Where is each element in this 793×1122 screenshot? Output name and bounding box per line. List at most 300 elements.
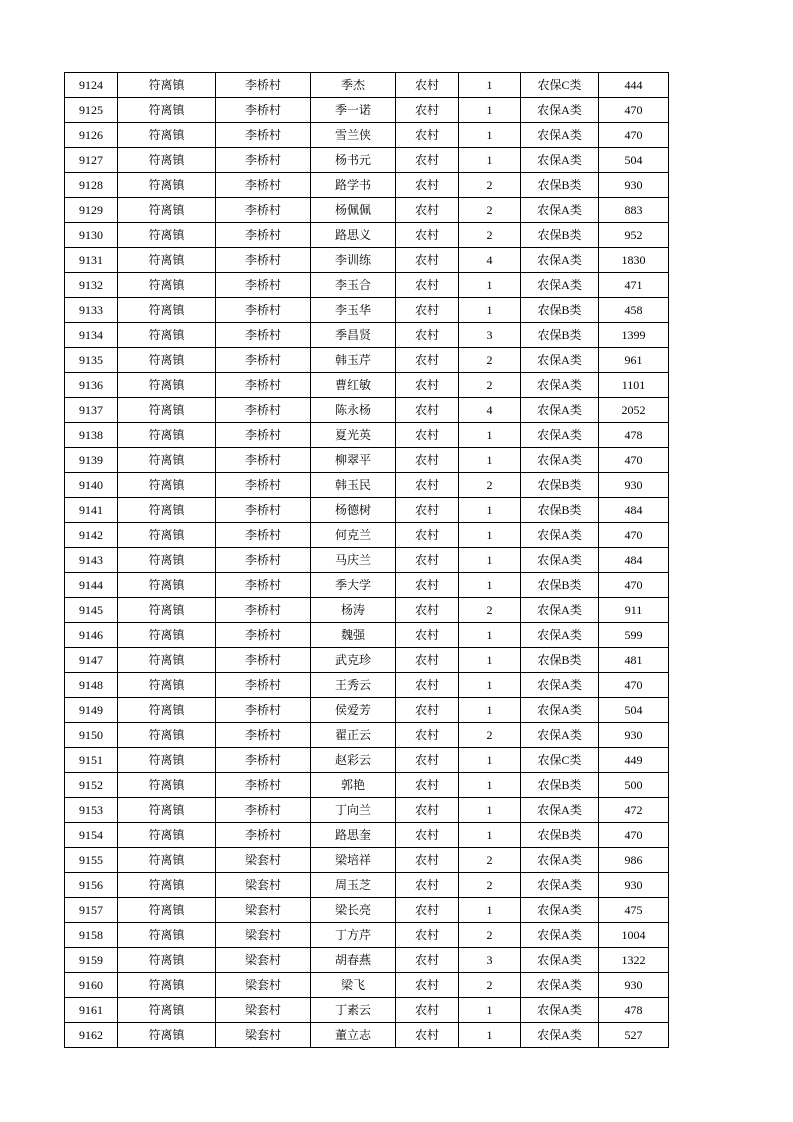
table-cell-village: 李桥村 [216, 798, 311, 823]
table-cell-village: 李桥村 [216, 648, 311, 673]
table-cell-residence_type: 农村 [396, 623, 459, 648]
table-cell-amount: 500 [599, 773, 669, 798]
table-cell-village: 李桥村 [216, 373, 311, 398]
table-cell-residence_type: 农村 [396, 798, 459, 823]
table-cell-id: 9135 [65, 348, 118, 373]
table-cell-residence_type: 农村 [396, 723, 459, 748]
table-cell-residence_type: 农村 [396, 298, 459, 323]
table-cell-residence_type: 农村 [396, 948, 459, 973]
table-cell-insurance_category: 农保A类 [521, 398, 599, 423]
table-cell-amount: 930 [599, 973, 669, 998]
table-cell-id: 9126 [65, 123, 118, 148]
table-row [65, 548, 669, 573]
table-cell-person_count: 1 [459, 423, 521, 448]
table-cell-name: 杨德树 [311, 498, 396, 523]
table-cell-person_count: 1 [459, 1023, 521, 1048]
table-cell-village: 李桥村 [216, 698, 311, 723]
table-cell-village: 李桥村 [216, 223, 311, 248]
table-cell-person_count: 2 [459, 848, 521, 873]
table-cell-name: 曹红敏 [311, 373, 396, 398]
table-cell-amount: 527 [599, 1023, 669, 1048]
table-cell-person_count: 2 [459, 873, 521, 898]
table-cell-village: 梁套村 [216, 973, 311, 998]
table-cell-name: 柳翠平 [311, 448, 396, 473]
table-row [65, 973, 669, 998]
table-cell-name: 李玉合 [311, 273, 396, 298]
table-cell-insurance_category: 农保A类 [521, 98, 599, 123]
table-row [65, 273, 669, 298]
table-cell-amount: 930 [599, 173, 669, 198]
table-cell-id: 9148 [65, 673, 118, 698]
table-cell-residence_type: 农村 [396, 773, 459, 798]
table-cell-village: 李桥村 [216, 473, 311, 498]
table-cell-id: 9156 [65, 873, 118, 898]
table-cell-village: 李桥村 [216, 398, 311, 423]
table-cell-village: 梁套村 [216, 923, 311, 948]
table-row [65, 573, 669, 598]
table-cell-amount: 1830 [599, 248, 669, 273]
table-row [65, 498, 669, 523]
table-cell-residence_type: 农村 [396, 398, 459, 423]
table-cell-residence_type: 农村 [396, 148, 459, 173]
table-cell-amount: 911 [599, 598, 669, 623]
table-cell-id: 9158 [65, 923, 118, 948]
table-cell-village: 李桥村 [216, 498, 311, 523]
table-cell-id: 9144 [65, 573, 118, 598]
table-cell-village: 梁套村 [216, 998, 311, 1023]
table-cell-id: 9150 [65, 723, 118, 748]
table-row [65, 598, 669, 623]
table-cell-insurance_category: 农保C类 [521, 748, 599, 773]
table-cell-residence_type: 农村 [396, 748, 459, 773]
table-cell-id: 9132 [65, 273, 118, 298]
table-cell-name: 马庆兰 [311, 548, 396, 573]
table-cell-residence_type: 农村 [396, 373, 459, 398]
table-cell-id: 9145 [65, 598, 118, 623]
table-cell-town: 符离镇 [118, 123, 216, 148]
table-cell-id: 9147 [65, 648, 118, 673]
table-cell-name: 梁长亮 [311, 898, 396, 923]
table-cell-town: 符离镇 [118, 1023, 216, 1048]
table-cell-town: 符离镇 [118, 298, 216, 323]
table-cell-village: 梁套村 [216, 1023, 311, 1048]
table-cell-village: 李桥村 [216, 548, 311, 573]
table-cell-insurance_category: 农保A类 [521, 923, 599, 948]
table-cell-amount: 504 [599, 698, 669, 723]
table-cell-person_count: 1 [459, 298, 521, 323]
table-cell-id: 9125 [65, 98, 118, 123]
table-cell-insurance_category: 农保A类 [521, 248, 599, 273]
table-cell-village: 李桥村 [216, 123, 311, 148]
table-cell-village: 梁套村 [216, 848, 311, 873]
table-cell-insurance_category: 农保B类 [521, 323, 599, 348]
table-cell-id: 9142 [65, 523, 118, 548]
table-cell-insurance_category: 农保A类 [521, 673, 599, 698]
table-cell-id: 9160 [65, 973, 118, 998]
table-row [65, 798, 669, 823]
table-cell-insurance_category: 农保A类 [521, 548, 599, 573]
table-cell-person_count: 4 [459, 248, 521, 273]
table-cell-amount: 475 [599, 898, 669, 923]
table-cell-amount: 883 [599, 198, 669, 223]
table-cell-id: 9149 [65, 698, 118, 723]
table-cell-residence_type: 农村 [396, 823, 459, 848]
table-row [65, 173, 669, 198]
table-cell-town: 符离镇 [118, 598, 216, 623]
table-cell-name: 路思义 [311, 223, 396, 248]
table-cell-person_count: 1 [459, 98, 521, 123]
table-row [65, 448, 669, 473]
table-cell-town: 符离镇 [118, 173, 216, 198]
table-cell-insurance_category: 农保A类 [521, 798, 599, 823]
table-cell-town: 符离镇 [118, 198, 216, 223]
table-cell-town: 符离镇 [118, 648, 216, 673]
table-cell-residence_type: 农村 [396, 873, 459, 898]
table-cell-name: 季大学 [311, 573, 396, 598]
table-cell-amount: 470 [599, 573, 669, 598]
table-cell-residence_type: 农村 [396, 698, 459, 723]
table-cell-person_count: 1 [459, 623, 521, 648]
table-row [65, 473, 669, 498]
table-cell-residence_type: 农村 [396, 923, 459, 948]
table-cell-name: 梁培祥 [311, 848, 396, 873]
table-cell-insurance_category: 农保A类 [521, 848, 599, 873]
table-cell-amount: 1399 [599, 323, 669, 348]
table-cell-name: 季昌贤 [311, 323, 396, 348]
table-cell-amount: 952 [599, 223, 669, 248]
table-cell-town: 符离镇 [118, 923, 216, 948]
table-cell-town: 符离镇 [118, 848, 216, 873]
table-cell-name: 雪兰侠 [311, 123, 396, 148]
table-row [65, 398, 669, 423]
table-row [65, 323, 669, 348]
table-cell-name: 丁向兰 [311, 798, 396, 823]
table-cell-insurance_category: 农保A类 [521, 698, 599, 723]
table-cell-insurance_category: 农保A类 [521, 1023, 599, 1048]
table-cell-person_count: 1 [459, 273, 521, 298]
table-cell-person_count: 1 [459, 998, 521, 1023]
table-cell-insurance_category: 农保B类 [521, 298, 599, 323]
table-cell-id: 9161 [65, 998, 118, 1023]
table-cell-amount: 599 [599, 623, 669, 648]
table-cell-person_count: 1 [459, 548, 521, 573]
table-cell-town: 符离镇 [118, 98, 216, 123]
table-cell-residence_type: 农村 [396, 473, 459, 498]
table-cell-name: 季一诺 [311, 98, 396, 123]
table-cell-id: 9134 [65, 323, 118, 348]
table-cell-residence_type: 农村 [396, 573, 459, 598]
table-row [65, 873, 669, 898]
table-cell-person_count: 1 [459, 698, 521, 723]
table-cell-id: 9157 [65, 898, 118, 923]
table-cell-amount: 444 [599, 73, 669, 98]
table-cell-amount: 930 [599, 873, 669, 898]
table-cell-insurance_category: 农保B类 [521, 473, 599, 498]
table-cell-name: 赵彩云 [311, 748, 396, 773]
table-cell-town: 符离镇 [118, 798, 216, 823]
table-cell-amount: 470 [599, 448, 669, 473]
table-cell-insurance_category: 农保A类 [521, 998, 599, 1023]
table-cell-insurance_category: 农保A类 [521, 973, 599, 998]
table-cell-residence_type: 农村 [396, 423, 459, 448]
table-cell-name: 李训练 [311, 248, 396, 273]
table-cell-village: 李桥村 [216, 273, 311, 298]
table-cell-insurance_category: 农保A类 [521, 348, 599, 373]
table-cell-name: 王秀云 [311, 673, 396, 698]
table-cell-village: 李桥村 [216, 623, 311, 648]
table-cell-amount: 484 [599, 548, 669, 573]
table-cell-person_count: 1 [459, 798, 521, 823]
table-cell-insurance_category: 农保A类 [521, 373, 599, 398]
table-body [65, 73, 669, 1048]
table-cell-id: 9130 [65, 223, 118, 248]
table-cell-person_count: 1 [459, 823, 521, 848]
table-cell-amount: 504 [599, 148, 669, 173]
table-cell-id: 9152 [65, 773, 118, 798]
table-row [65, 698, 669, 723]
table-cell-name: 路学书 [311, 173, 396, 198]
table-cell-village: 李桥村 [216, 73, 311, 98]
table-cell-town: 符离镇 [118, 723, 216, 748]
table-cell-residence_type: 农村 [396, 73, 459, 98]
table-row [65, 723, 669, 748]
table-row [65, 198, 669, 223]
table-cell-amount: 471 [599, 273, 669, 298]
table-row [65, 923, 669, 948]
table-cell-village: 梁套村 [216, 948, 311, 973]
table-cell-person_count: 3 [459, 323, 521, 348]
table-row [65, 123, 669, 148]
table-cell-amount: 986 [599, 848, 669, 873]
table-cell-residence_type: 农村 [396, 273, 459, 298]
table-cell-town: 符离镇 [118, 523, 216, 548]
table-cell-town: 符离镇 [118, 698, 216, 723]
table-cell-town: 符离镇 [118, 248, 216, 273]
table-cell-residence_type: 农村 [396, 448, 459, 473]
table-cell-residence_type: 农村 [396, 248, 459, 273]
table-cell-id: 9159 [65, 948, 118, 973]
table-cell-town: 符离镇 [118, 998, 216, 1023]
table-cell-residence_type: 农村 [396, 223, 459, 248]
table-cell-amount: 1101 [599, 373, 669, 398]
table-cell-amount: 478 [599, 423, 669, 448]
table-cell-insurance_category: 农保A类 [521, 148, 599, 173]
table-cell-id: 9153 [65, 798, 118, 823]
table-cell-id: 9155 [65, 848, 118, 873]
table-cell-person_count: 1 [459, 498, 521, 523]
table-cell-person_count: 1 [459, 773, 521, 798]
table-cell-town: 符离镇 [118, 973, 216, 998]
table-row [65, 223, 669, 248]
table-cell-village: 李桥村 [216, 248, 311, 273]
table-cell-person_count: 2 [459, 923, 521, 948]
table-cell-person_count: 1 [459, 148, 521, 173]
table-cell-person_count: 2 [459, 473, 521, 498]
table-cell-amount: 1322 [599, 948, 669, 973]
table-cell-name: 胡春燕 [311, 948, 396, 973]
table-cell-person_count: 2 [459, 173, 521, 198]
table-cell-insurance_category: 农保B类 [521, 648, 599, 673]
table-row [65, 148, 669, 173]
table-row [65, 948, 669, 973]
table-cell-village: 李桥村 [216, 148, 311, 173]
table-cell-amount: 961 [599, 348, 669, 373]
table-cell-amount: 470 [599, 823, 669, 848]
table-cell-insurance_category: 农保A类 [521, 948, 599, 973]
table-cell-insurance_category: 农保B类 [521, 573, 599, 598]
table-cell-amount: 1004 [599, 923, 669, 948]
table-cell-residence_type: 农村 [396, 98, 459, 123]
table-cell-person_count: 2 [459, 198, 521, 223]
table-cell-town: 符离镇 [118, 73, 216, 98]
table-cell-person_count: 2 [459, 348, 521, 373]
table-row [65, 423, 669, 448]
table-cell-insurance_category: 农保A类 [521, 873, 599, 898]
table-cell-insurance_category: 农保A类 [521, 448, 599, 473]
table-row [65, 998, 669, 1023]
beneficiary-table [64, 72, 669, 1048]
table-cell-insurance_category: 农保B类 [521, 223, 599, 248]
table-cell-id: 9128 [65, 173, 118, 198]
table-cell-person_count: 1 [459, 648, 521, 673]
table-cell-amount: 930 [599, 723, 669, 748]
table-cell-village: 李桥村 [216, 773, 311, 798]
table-cell-amount: 481 [599, 648, 669, 673]
table-cell-residence_type: 农村 [396, 123, 459, 148]
table-cell-id: 9137 [65, 398, 118, 423]
table-cell-town: 符离镇 [118, 348, 216, 373]
table-cell-town: 符离镇 [118, 673, 216, 698]
table-cell-person_count: 2 [459, 973, 521, 998]
table-cell-town: 符离镇 [118, 823, 216, 848]
table-cell-person_count: 2 [459, 373, 521, 398]
table-cell-amount: 470 [599, 123, 669, 148]
table-cell-residence_type: 农村 [396, 173, 459, 198]
table-cell-town: 符离镇 [118, 323, 216, 348]
table-page [64, 72, 669, 1048]
table-cell-person_count: 1 [459, 523, 521, 548]
table-cell-village: 李桥村 [216, 423, 311, 448]
table-cell-village: 李桥村 [216, 323, 311, 348]
table-row [65, 248, 669, 273]
table-cell-name: 韩玉芹 [311, 348, 396, 373]
table-cell-village: 李桥村 [216, 823, 311, 848]
table-cell-insurance_category: 农保A类 [521, 523, 599, 548]
table-cell-name: 何克兰 [311, 523, 396, 548]
table-cell-amount: 472 [599, 798, 669, 823]
table-cell-name: 陈永杨 [311, 398, 396, 423]
table-cell-town: 符离镇 [118, 448, 216, 473]
table-cell-town: 符离镇 [118, 773, 216, 798]
table-cell-amount: 484 [599, 498, 669, 523]
table-cell-village: 李桥村 [216, 173, 311, 198]
table-cell-person_count: 1 [459, 573, 521, 598]
table-cell-residence_type: 农村 [396, 498, 459, 523]
table-cell-name: 李玉华 [311, 298, 396, 323]
table-cell-id: 9140 [65, 473, 118, 498]
table-cell-town: 符离镇 [118, 398, 216, 423]
table-cell-insurance_category: 农保A类 [521, 273, 599, 298]
table-cell-village: 李桥村 [216, 523, 311, 548]
table-cell-town: 符离镇 [118, 873, 216, 898]
table-cell-town: 符离镇 [118, 748, 216, 773]
table-cell-id: 9146 [65, 623, 118, 648]
table-cell-id: 9143 [65, 548, 118, 573]
table-cell-town: 符离镇 [118, 498, 216, 523]
table-cell-village: 李桥村 [216, 723, 311, 748]
table-cell-amount: 470 [599, 523, 669, 548]
table-row [65, 373, 669, 398]
table-cell-town: 符离镇 [118, 573, 216, 598]
table-cell-id: 9124 [65, 73, 118, 98]
table-row [65, 523, 669, 548]
table-cell-amount: 449 [599, 748, 669, 773]
table-cell-id: 9131 [65, 248, 118, 273]
table-cell-town: 符离镇 [118, 423, 216, 448]
table-cell-person_count: 1 [459, 748, 521, 773]
table-cell-amount: 930 [599, 473, 669, 498]
table-cell-insurance_category: 农保A类 [521, 123, 599, 148]
table-cell-village: 李桥村 [216, 748, 311, 773]
table-cell-village: 李桥村 [216, 98, 311, 123]
table-cell-residence_type: 农村 [396, 1023, 459, 1048]
table-cell-insurance_category: 农保A类 [521, 623, 599, 648]
table-row [65, 898, 669, 923]
table-cell-person_count: 1 [459, 448, 521, 473]
table-cell-town: 符离镇 [118, 898, 216, 923]
table-cell-insurance_category: 农保B类 [521, 823, 599, 848]
table-cell-residence_type: 农村 [396, 848, 459, 873]
table-cell-amount: 2052 [599, 398, 669, 423]
table-cell-amount: 470 [599, 673, 669, 698]
table-cell-person_count: 1 [459, 673, 521, 698]
table-cell-insurance_category: 农保C类 [521, 73, 599, 98]
table-cell-id: 9136 [65, 373, 118, 398]
table-cell-name: 丁方芹 [311, 923, 396, 948]
table-row [65, 773, 669, 798]
table-cell-insurance_category: 农保A类 [521, 898, 599, 923]
table-cell-town: 符离镇 [118, 148, 216, 173]
table-row [65, 648, 669, 673]
table-cell-id: 9154 [65, 823, 118, 848]
table-row [65, 823, 669, 848]
table-cell-name: 侯爱芳 [311, 698, 396, 723]
table-cell-insurance_category: 农保A类 [521, 598, 599, 623]
table-cell-name: 魏强 [311, 623, 396, 648]
table-cell-residence_type: 农村 [396, 648, 459, 673]
table-cell-id: 9139 [65, 448, 118, 473]
table-cell-village: 李桥村 [216, 448, 311, 473]
table-cell-village: 李桥村 [216, 573, 311, 598]
table-cell-name: 郭艳 [311, 773, 396, 798]
table-cell-village: 梁套村 [216, 898, 311, 923]
table-cell-insurance_category: 农保B类 [521, 498, 599, 523]
table-cell-name: 季杰 [311, 73, 396, 98]
table-cell-town: 符离镇 [118, 373, 216, 398]
table-cell-name: 武克珍 [311, 648, 396, 673]
table-cell-name: 夏光英 [311, 423, 396, 448]
table-cell-name: 韩玉民 [311, 473, 396, 498]
table-row [65, 73, 669, 98]
table-cell-person_count: 2 [459, 723, 521, 748]
table-cell-town: 符离镇 [118, 548, 216, 573]
table-cell-village: 梁套村 [216, 873, 311, 898]
table-cell-person_count: 3 [459, 948, 521, 973]
table-cell-id: 9133 [65, 298, 118, 323]
table-cell-residence_type: 农村 [396, 523, 459, 548]
table-cell-residence_type: 农村 [396, 898, 459, 923]
table-cell-person_count: 1 [459, 73, 521, 98]
